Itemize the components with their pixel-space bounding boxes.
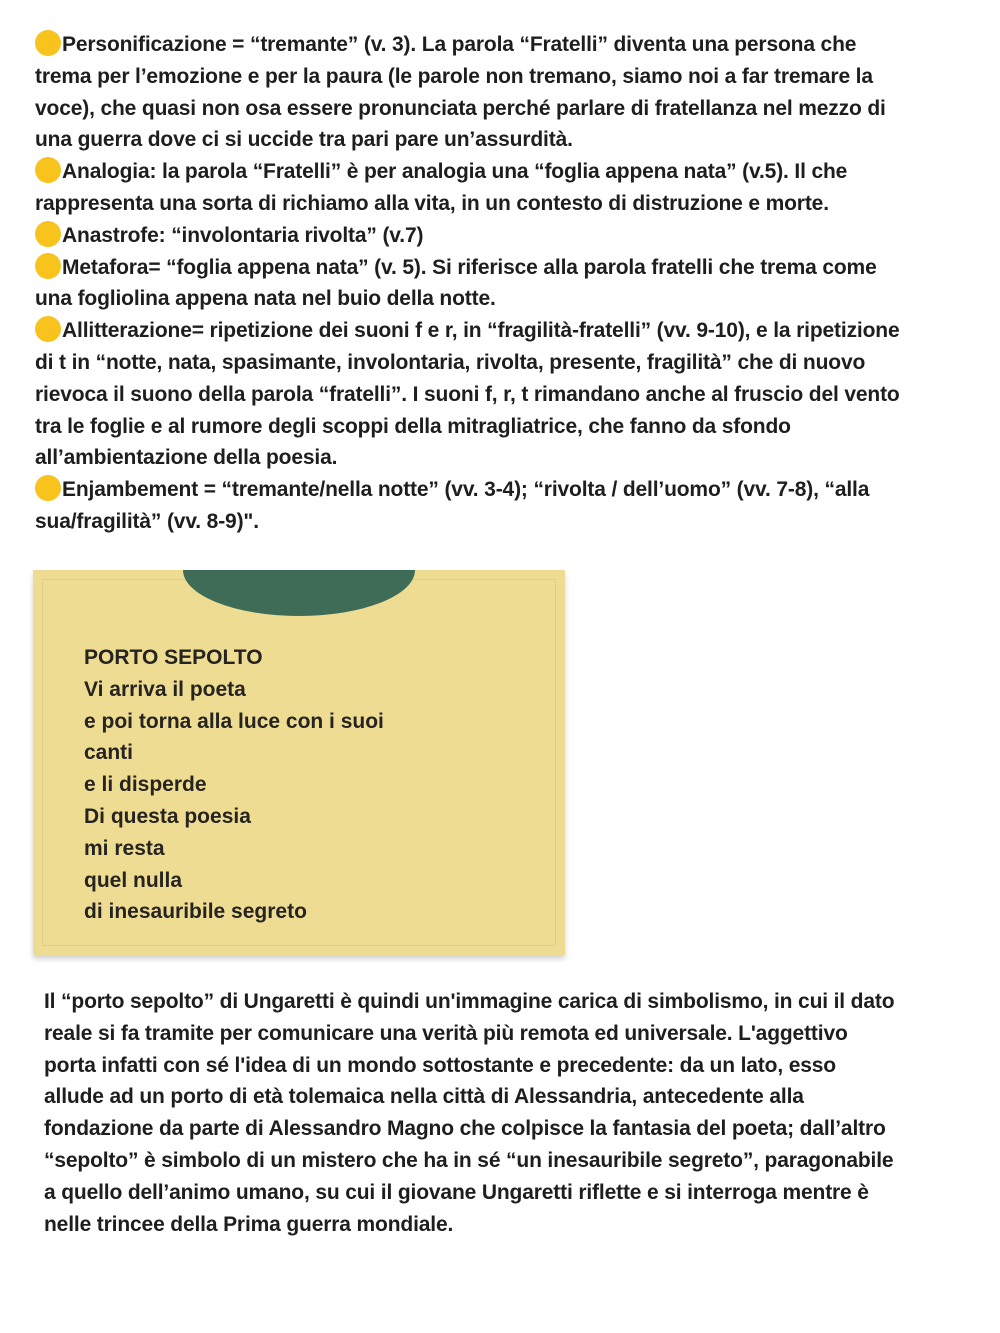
figure-item-metafora <box>35 252 985 316</box>
commentary-line: Il “porto sepolto” di Ungaretti è quindi un'immagine carica di simbolismo, in cui il dato <box>44 990 895 1013</box>
figure-line: Enjambement = “tremante/nella notte” (vv. 3-4); “rivolta / dell’uomo” (vv. 7-8), “alla <box>62 478 870 502</box>
figure-line: rievoca il suono della parola “fratelli”. I suoni f, r, t rimandano anche al fruscio del vento <box>35 382 900 406</box>
yellow-circle-icon <box>35 253 61 279</box>
figure-line: Metafora= “foglia appena nata” (v. 5). Si riferisce alla parola fratelli che trema come <box>62 255 877 279</box>
figure-item-allitterazione <box>35 315 985 474</box>
yellow-circle-icon <box>35 316 61 342</box>
poem-line: e poi torna alla luce con i suoi <box>84 709 384 733</box>
figure-line: Analogia: la parola “Fratelli” è per analogia una “foglia appena nata” (v.5). Il che <box>62 160 848 184</box>
figure-line: Personificazione = “tremante” (v. 3). La parola “Fratelli” diventa una persona che <box>62 33 857 56</box>
poem-text <box>84 642 384 928</box>
yellow-circle-icon <box>35 475 61 501</box>
poem-card <box>33 570 565 955</box>
poem-line: quel nulla <box>84 868 183 892</box>
figure-line: trema per l’emozione e per la paura (le parole non tremano, siamo noi a far tremare la <box>35 64 873 88</box>
poem-line: canti <box>84 741 134 765</box>
poem-line: Vi arriva il poeta <box>84 677 246 701</box>
figure-line: all’ambientazione della poesia. <box>35 446 338 470</box>
figure-line: di t in “notte, nata, spasimante, involontaria, rivolta, presente, fragilità” che di nuovo <box>35 350 866 374</box>
yellow-circle-icon <box>35 30 61 56</box>
figure-item-analogia <box>35 156 985 220</box>
figure-line: una guerra dove ci si uccide tra pari pare un’assurdità. <box>35 128 573 152</box>
poem-line: di inesauribile segreto <box>84 900 307 924</box>
figure-line: una fogliolina appena nata nel buio della notte. <box>35 287 496 311</box>
figure-line: sua/fragilità” (vv. 8-9)". <box>35 509 259 533</box>
commentary-line: allude ad un porto di età tolemaica nella città di Alessandria, antecedente alla <box>44 1085 804 1109</box>
figures-of-speech-list <box>35 29 985 538</box>
commentary-line: reale si fa tramite per comunicare una verità più remota ed universale. L'aggettivo <box>44 1021 848 1045</box>
commentary-line: fondazione da parte di Alessandro Magno che colpisce la fantasia del poeta; dall’altro <box>44 1117 886 1141</box>
yellow-circle-icon <box>35 157 61 183</box>
yellow-circle-icon <box>35 221 61 247</box>
figure-item-anastrofe <box>35 220 985 252</box>
commentary-paragraph <box>44 986 964 1240</box>
poem-line: e li disperde <box>84 773 207 797</box>
figure-line: rappresenta una sorta di richiamo alla vita, in un contesto di distruzione e morte. <box>35 191 829 215</box>
commentary-line: a quello dell’animo umano, su cui il giovane Ungaretti riflette e si interroga mentre è <box>44 1180 869 1204</box>
figure-line: Allitterazione= ripetizione dei suoni f e r, in “fragilità-fratelli” (vv. 9-10), e la ripetizione <box>62 319 900 343</box>
figure-item-personificazione <box>35 29 985 156</box>
commentary-line: nelle trincee della Prima guerra mondiale. <box>44 1212 454 1236</box>
commentary-line: “sepolto” è simbolo di un mistero che ha in sé “un inesauribile segreto”, paragonabile <box>44 1148 894 1172</box>
figure-item-enjambement <box>35 474 985 538</box>
poem-line: Di questa poesia <box>84 804 251 828</box>
figure-line: voce), che quasi non osa essere pronunciata perché parlare di fratellanza nel mezzo di <box>35 96 886 120</box>
commentary-line: porta infatti con sé l'idea di un mondo sottostante e precedente: da un lato, esso <box>44 1053 836 1077</box>
poem-line: mi resta <box>84 836 165 860</box>
poem-title: PORTO SEPOLTO <box>84 646 263 669</box>
figure-line: Anastrofe: “involontaria rivolta” (v.7) <box>62 223 424 247</box>
figure-line: tra le foglie e al rumore degli scoppi della mitragliatrice, che fanno da sfondo <box>35 414 791 438</box>
